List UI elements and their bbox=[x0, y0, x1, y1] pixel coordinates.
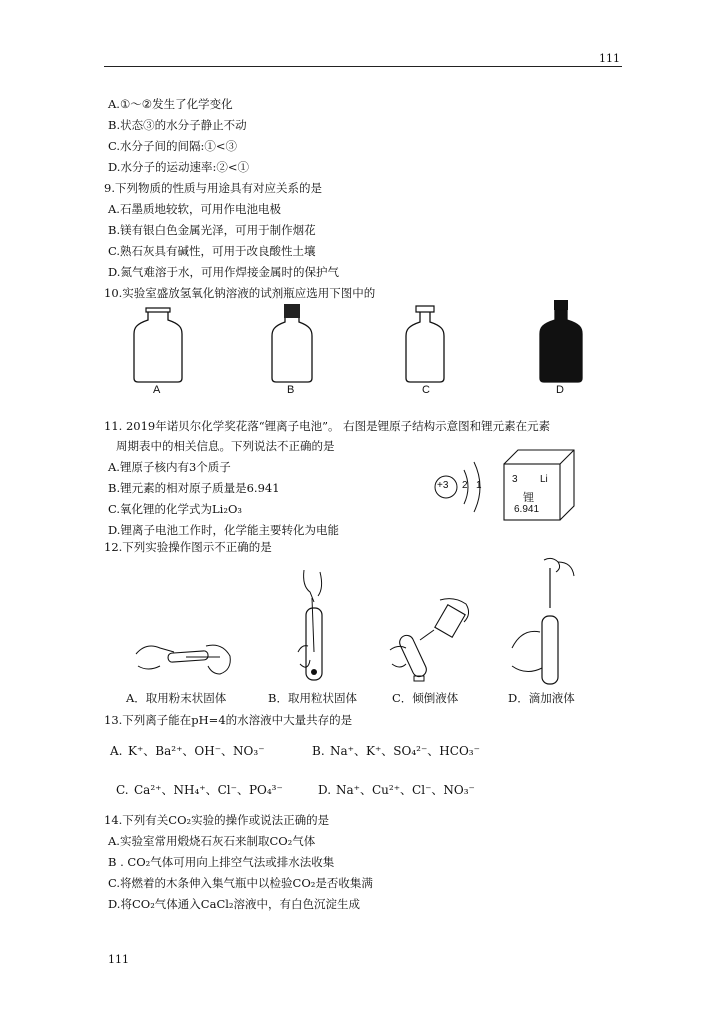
q9-stem: 9.下列物质的性质与用途具有对应关系的是 bbox=[104, 181, 322, 195]
q8-option-c: C.水分子间的间隔:①<③ bbox=[108, 139, 238, 153]
atom-shell1-electrons: 2 bbox=[462, 480, 468, 491]
bottle-d-figure bbox=[536, 298, 586, 384]
q11-option-b: B.锂元素的相对原子质量是6.941 bbox=[108, 481, 280, 495]
q13-option-d-ions: Na⁺、Cu²⁺、Cl⁻、NO₃⁻ bbox=[336, 783, 475, 797]
bottle-b-figure bbox=[268, 302, 316, 384]
atom-shell2-electrons: 1 bbox=[476, 480, 482, 491]
bottle-c-figure bbox=[402, 302, 448, 384]
q14-option-c: C.将燃着的木条伸入集气瓶中以检验CO₂是否收集满 bbox=[108, 876, 373, 890]
q13-option-b-ions: Na⁺、K⁺、SO₄²⁻、HCO₃⁻ bbox=[330, 744, 480, 758]
dropping-liquid-figure bbox=[510, 556, 584, 690]
atom-nucleus-charge: +3 bbox=[437, 480, 449, 491]
element-symbol: Li bbox=[540, 474, 548, 485]
q8-option-a: A.①～②发生了化学变化 bbox=[108, 97, 233, 111]
pouring-liquid-figure bbox=[386, 594, 476, 686]
q11-option-c: C.氧化锂的化学式为Li₂O₃ bbox=[108, 502, 243, 516]
element-name: 锂 bbox=[523, 492, 534, 504]
q12-caption-a: A．取用粉末状固体 bbox=[126, 691, 227, 705]
q14-option-a: A.实验室常用煅烧石灰石来制取CO₂气体 bbox=[108, 834, 316, 848]
q13-option-d-label: D. bbox=[318, 783, 332, 797]
q9-option-d: D.氮气难溶于水，可用作焊接金属时的保护气 bbox=[108, 265, 339, 279]
q11-option-d: D.锂离子电池工作时，化学能主要转化为电能 bbox=[108, 523, 339, 537]
page-number-top: 111 bbox=[599, 52, 620, 65]
bottle-b-label: B bbox=[287, 384, 295, 396]
q13-option-a-ions: K⁺、Ba²⁺、OH⁻、NO₃⁻ bbox=[128, 744, 265, 758]
element-atomic-mass: 6.941 bbox=[514, 504, 540, 515]
bottle-a-label: A bbox=[153, 384, 161, 396]
q14-option-b: B . CO₂气体可用向上排空气法或排水法收集 bbox=[108, 855, 335, 869]
element-atomic-number: 3 bbox=[512, 474, 518, 485]
bottle-a-figure bbox=[132, 302, 184, 384]
powder-solid-figure bbox=[134, 636, 234, 686]
q13-option-c-label: C. bbox=[116, 783, 129, 797]
page-number-bottom: 111 bbox=[108, 953, 129, 966]
q12-caption-b: B．取用粒状固体 bbox=[268, 691, 357, 705]
q11-stem-line1: 11. 2019年诺贝尔化学奖花落“锂离子电池”。 右图是锂原子结构示意图和锂元素在元素 bbox=[104, 419, 551, 433]
q12-caption-c: C．倾倒液体 bbox=[392, 691, 459, 705]
q11-option-a: A.锂原子核内有3个质子 bbox=[108, 460, 231, 474]
bottle-c-label: C bbox=[422, 384, 430, 396]
q9-option-c: C.熟石灰具有碱性，可用于改良酸性土壤 bbox=[108, 244, 316, 258]
q12-stem: 12.下列实验操作图示不正确的是 bbox=[104, 540, 272, 554]
q12-caption-d: D．滴加液体 bbox=[508, 691, 575, 705]
q11-stem-line2: 周期表中的相关信息。下列说法不正确的是 bbox=[116, 439, 335, 453]
q13-stem: 13.下列离子能在pH=4的水溶液中大量共存的是 bbox=[104, 713, 353, 727]
q9-option-b: B.镁有银白色金属光泽，可用于制作烟花 bbox=[108, 223, 316, 237]
q10-stem: 10.实验室盛放氢氧化钠溶液的试剂瓶应选用下图中的 bbox=[104, 286, 376, 300]
q9-option-a: A.石墨质地较软，可用作电池电极 bbox=[108, 202, 281, 216]
q14-stem: 14.下列有关CO₂实验的操作或说法正确的是 bbox=[104, 813, 330, 827]
granular-solid-figure bbox=[294, 568, 334, 688]
q8-option-d: D.水分子的运动速率:②<① bbox=[108, 160, 249, 174]
q14-option-d: D.将CO₂气体通入CaCl₂溶液中，有白色沉淀生成 bbox=[108, 897, 361, 911]
header-rule bbox=[104, 66, 622, 67]
q13-option-c-ions: Ca²⁺、NH₄⁺、Cl⁻、PO₄³⁻ bbox=[134, 783, 283, 797]
q8-option-b: B.状态③的水分子静止不动 bbox=[108, 118, 247, 132]
bottle-d-label: D bbox=[556, 384, 564, 396]
q13-option-b-label: B. bbox=[312, 744, 325, 758]
q13-option-a-label: A. bbox=[110, 744, 123, 758]
